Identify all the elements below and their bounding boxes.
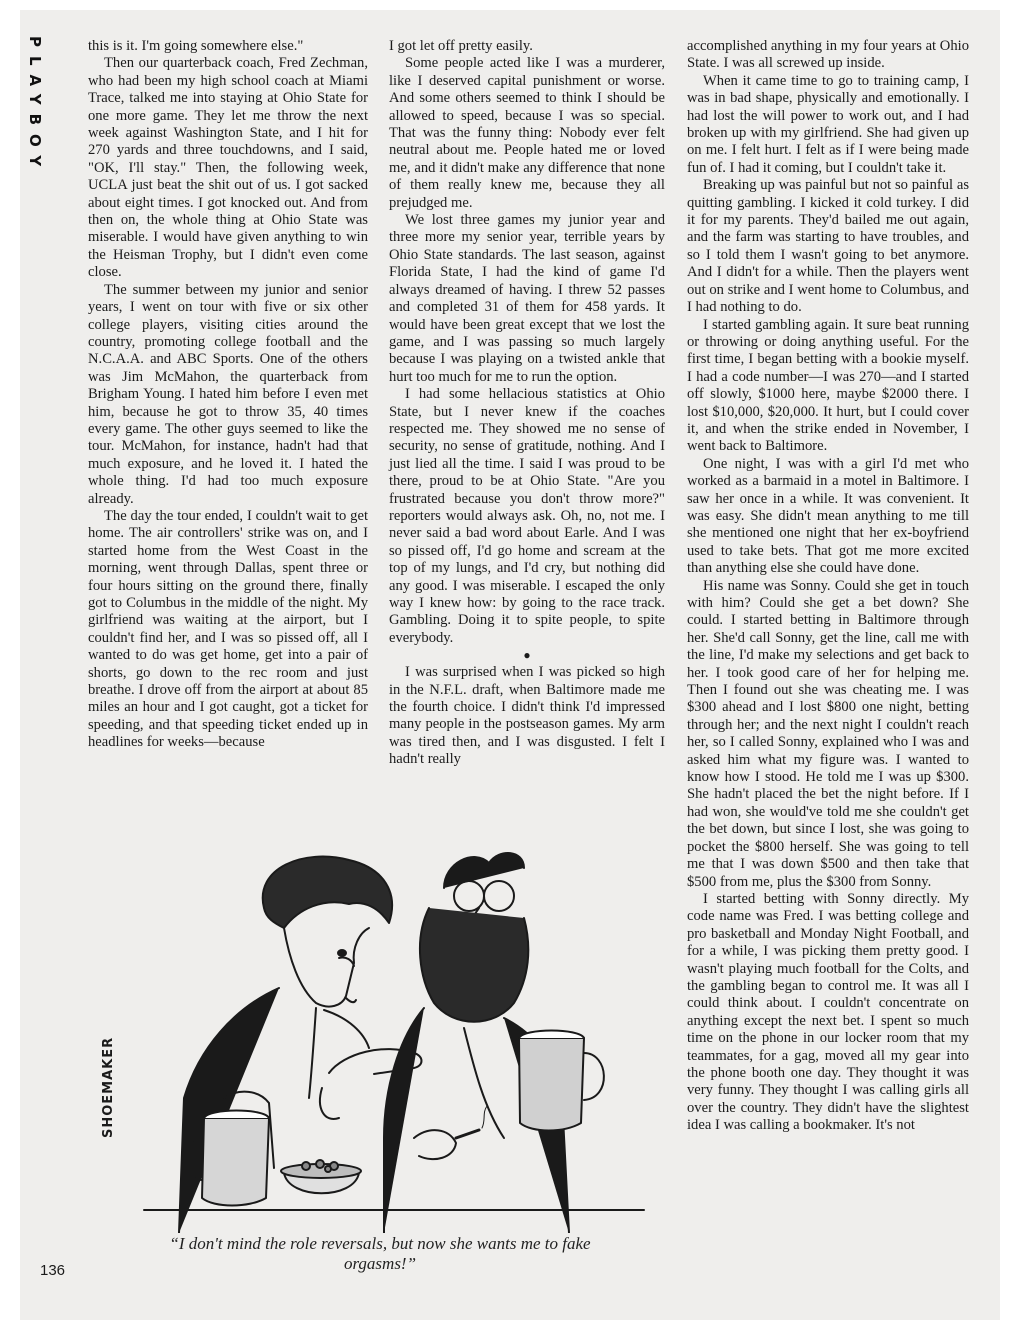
article-column-2 xyxy=(389,38,665,769)
paragraph: I got let off pretty easily. xyxy=(389,38,533,54)
magazine-logo: PLAYBOY xyxy=(26,36,44,176)
paragraph: We lost three games my junior year and three more my senior year, terrible years by Ohio State standards. The last season, against Florida State, I had the kind of game I'd always dreamed of having. I threw 52 passes and completed 31 of them for 458 yards. It would have been great except that we lost the game, and I was passing so much largely because I was playing on a twisted ankle that hurt too much for me to run the option. xyxy=(389,212,665,385)
paragraph: One night, I was with a girl I'd met who worked as a barmaid in a motel in Baltimore. I saw her once in a while. It was convenient. It was easy. She didn't mean anything to me till she mentioned one night that her ex-boyfriend used to take bets. That got me more excited than anything else she could have done. xyxy=(687,455,969,577)
paragraph: His name was Sonny. Could she get in touch with him? Could she get a bet down? She could. I started betting in Baltimore through her. She'd call Sonny, get the line, call me with the line, I'd make my selections and get back to her. I took good care of her for helping me. Then I found out she was cheating me. I was $300 ahead and I lost $800 one night, betting through her; and the next night I couldn't reach her, so I called Sonny, explained who I was and asked him what my figure was. I wanted to know how I stood. He told me I was up $300. She hadn't placed the bet the night before. If I had won, she would've told me she couldn't get the bet down, but since I lost, she was going to pocket the $800 herself. She was going to tell me that I was down $500 and then take that $500 from me, plus the $300 from Sonny. xyxy=(687,577,969,890)
cartoon-caption: “I don't mind the role reversals, but now she wants me to fake orgasms!” xyxy=(169,1234,591,1273)
paragraph: I had some hellacious statistics at Ohio State, but I never knew if the coaches respected me. They showed me no sense of security, no sense of gratitude, nothing. And I just lied all the time. I said I was proud to be there, proud to be at Ohio State. "Are you frustrated because you don't throw more?" reporters would always ask. Oh, no, not me. I never said a bad word about Earle. And I was so pissed off, I'd go home and scream at the top of my lungs, and I'd cry, but nothing did any good. I was miserable. I escaped the only way I knew how: by going to the race track. Gambling. Doing it to spite people, to spite everybody. xyxy=(389,386,665,646)
page-number: 136 xyxy=(40,1262,66,1279)
cartoon-illustration xyxy=(84,838,674,1233)
section-break-bullet: ● xyxy=(523,648,531,663)
paragraph: Breaking up was painful but not so painful as quitting gambling. I kicked it cold turkey. I did it for my parents. They'd bailed me out again, and the farm was starting to have troubles, and so I told them I wasn't going to bet anymore. And I didn't for a while. Then the players went out on strike and I went home to Columbus, and I had nothing to do. xyxy=(687,177,969,316)
paragraph: I was surprised when I was picked so high in the N.F.L. draft, when Baltimore made me the fourth choice. I didn't think I'd impressed many people in the postseason games. My arm was tired then, and I was disgusted. I felt I hadn't really xyxy=(389,664,665,768)
paragraph: Some people acted like I was a murderer, like I deserved capital punishment or worse. And some others seemed to think I should be allowed to speed, because I was so special. That was the funny thing: Nobody ever felt neutral about me. People hated me or loved me, and it didn't make any difference that none of them really knew me, because they all prejudged me. xyxy=(389,55,665,211)
paragraph: accomplished anything in my four years at Ohio State. I was all screwed up inside. xyxy=(687,38,969,72)
paragraph: The summer between my junior and senior years, I went on tour with five or six other college players, visiting cities around the country, promoting college football and the N.C.A.A. and ABC Sports. One of the others was Jim McMahon, the quarterback from Brigham Young. I hated him before I even met him, because he got to throw 35, 40 times every game. The other guys seemed to like the tour. McMahon, for instance, hadn't had that much exposure, and he loved it. I hated the whole thing. I'd had too much exposure already. xyxy=(88,281,368,507)
article-column-3 xyxy=(687,38,969,1135)
paragraph: The day the tour ended, I couldn't wait to get home. The air controllers' strike was on, and I started home from the West Coast in the morning, went through Dallas, spent three or four hours sitting on the ground there, finally got to Columbus in the middle of the night. My girlfriend was waiting at the airport, but I couldn't find her, and I was so pissed off, all I wanted to do was get home, get into a pair of shorts, go down to the rec room and just breathe. I drove off from the airport at about 85 miles an hour and I got caught, got a ticket for speeding, and that speeding ticket ended up in headlines for weeks—because xyxy=(88,507,368,751)
paragraph: I started betting with Sonny directly. My code name was Fred. I was betting college and pro basketball and Monday Night Football, and for a while, I was picking them pretty good. I wasn't playing much football for the Colts, and the gambling began to control me. It was all I could think about. I couldn't concentrate on anything except the next bet. I spent so much time on the phone in our locker room that my teammates, for a gag, moved all my gear into the phone booth one day. They thought it was very funny. They thought I was calling girls all over the country. They didn't have the slightest idea I was calling a bookmaker. It's not xyxy=(687,890,969,1134)
playboy-running-head xyxy=(22,36,48,196)
article-column-1 xyxy=(88,38,368,752)
paragraph: this is it. I'm going somewhere else." xyxy=(88,38,304,54)
paragraph: Then our quarterback coach, Fred Zechman, who had been my high school coach at Miami Trace, talked me into staying at Ohio State for one more game. They let me throw the next week against Washington State, and I hit for 270 yards and three touchdowns, and I said, "OK, I'll stay." Then, the following week, UCLA just beat the shit out of us. I got sacked about eight times. I got knocked out. And from then on, the whole thing at Ohio State was miserable. I would have given anything to win the Heisman Trophy, but I didn't even come close. xyxy=(88,55,368,281)
paragraph: I started gambling again. It sure beat running or throwing or doing anything useful. For the first time, I began betting with a bookie myself. I had a code number—I was 270—and I started off slowly, $1000 here, maybe $2000 there. I lost $10,000, $20,000. It hurt, but I could cover it, and when the strike ended in November, I went back to Baltimore. xyxy=(687,316,969,455)
paragraph: When it came time to go to training camp, I was in bad shape, physically and emotionally. I had lost the will power to work out, and I had broken up with my girlfriend. She had given up on me. I felt hurt. I felt as if I were being made fun of. I had it coming, but I couldn't take it. xyxy=(687,72,969,176)
cartoonist-signature: SHOEMAKER xyxy=(101,1036,116,1138)
cartoon-drawing xyxy=(84,838,674,1233)
